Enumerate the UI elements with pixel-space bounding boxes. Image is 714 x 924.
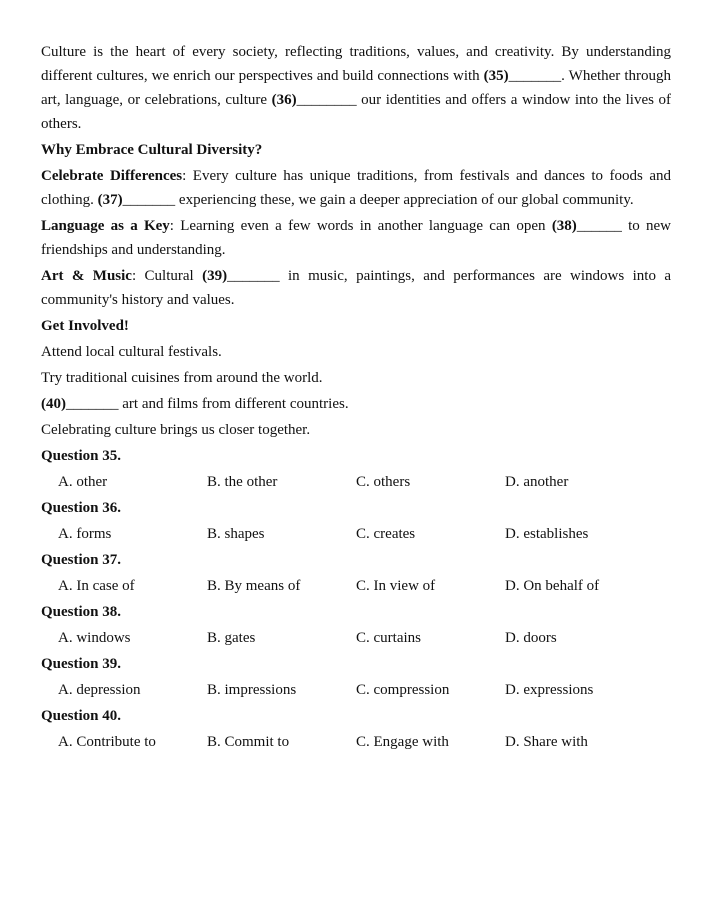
option-d[interactable]: D. expressions	[505, 682, 594, 698]
question-38	[41, 600, 671, 650]
option-a[interactable]: A. depression	[58, 682, 141, 698]
question-title: Question 37.	[41, 552, 122, 568]
intro-paragraph	[41, 40, 671, 136]
question-36	[41, 496, 671, 546]
language-text-2: ______ to new friendships and understanding.	[41, 218, 671, 258]
option-row	[41, 470, 671, 494]
question-35	[41, 444, 671, 494]
option-a[interactable]: A. Contribute to	[58, 734, 156, 750]
involved-line-closing: Celebrating culture brings us closer together.	[41, 422, 311, 438]
blank-35-number: (35)	[483, 68, 509, 84]
blank-36-number: (36)	[271, 92, 297, 108]
involved-line-art-text: _______ art and films from different countries.	[66, 396, 349, 412]
option-row	[41, 574, 671, 598]
option-b[interactable]: B. Commit to	[207, 734, 290, 750]
option-b[interactable]: B. By means of	[207, 578, 301, 594]
option-d[interactable]: D. establishes	[505, 526, 589, 542]
option-d[interactable]: D. On behalf of	[505, 578, 600, 594]
question-title: Question 36.	[41, 500, 122, 516]
option-a[interactable]: A. other	[58, 474, 108, 490]
option-b[interactable]: B. gates	[207, 630, 256, 646]
celebrate-text-2: _______ experiencing these, we gain a deeper appreciation of our global community.	[122, 192, 634, 208]
question-title: Question 39.	[41, 656, 122, 672]
option-d[interactable]: D. doors	[505, 630, 557, 646]
option-a[interactable]: A. windows	[58, 630, 131, 646]
option-c[interactable]: C. creates	[356, 526, 416, 542]
question-37	[41, 548, 671, 598]
option-a[interactable]: A. forms	[58, 526, 112, 542]
involved-line-festivals: Attend local cultural festivals.	[41, 344, 222, 360]
option-row	[41, 678, 671, 702]
option-c[interactable]: C. compression	[356, 682, 450, 698]
option-c[interactable]: C. Engage with	[356, 734, 449, 750]
blank-40-number: (40)	[41, 396, 66, 412]
intro-text: Culture is the heart of every society, reflecting traditions, values, and creativity. By understanding different cultures, we enrich our perspectives and build connections with	[41, 44, 671, 84]
option-row	[41, 522, 671, 546]
language-text: : Learning even a few words in another language can open	[169, 218, 552, 234]
option-c[interactable]: C. others	[356, 474, 411, 490]
art-text: : Cultural	[131, 268, 203, 284]
blank-39-number: (39)	[202, 268, 228, 284]
section-heading-diversity: Why Embrace Cultural Diversity?	[41, 142, 263, 158]
involved-line-art	[41, 392, 671, 416]
intro-text-2: _______. Whether through art, language, or celebrations, culture	[41, 68, 671, 108]
involved-line-cuisines: Try traditional cuisines from around the world.	[41, 370, 323, 386]
option-d[interactable]: D. Share with	[505, 734, 588, 750]
option-a[interactable]: A. In case of	[58, 578, 135, 594]
art-text-2: _______ in music, paintings, and performances are windows into a community's history and values.	[41, 268, 672, 308]
question-40	[41, 704, 671, 754]
art-label: Art & Music	[41, 268, 132, 284]
option-b[interactable]: B. impressions	[207, 682, 297, 698]
option-b[interactable]: B. shapes	[207, 526, 265, 542]
question-title: Question 35.	[41, 448, 122, 464]
blank-38-number: (38)	[551, 218, 577, 234]
language-label: Language as a Key	[41, 218, 170, 234]
question-title: Question 38.	[41, 604, 122, 620]
celebrate-label: Celebrate Differences	[41, 168, 183, 184]
question-39	[41, 652, 671, 702]
option-c[interactable]: C. curtains	[356, 630, 421, 646]
worksheet-page	[41, 40, 671, 756]
language-paragraph	[41, 214, 671, 262]
option-c[interactable]: C. In view of	[356, 578, 436, 594]
question-list	[41, 444, 671, 754]
art-paragraph	[41, 264, 671, 312]
option-d[interactable]: D. another	[505, 474, 569, 490]
celebrate-paragraph	[41, 164, 671, 212]
option-row	[41, 626, 671, 650]
question-title: Question 40.	[41, 708, 122, 724]
option-row	[41, 730, 671, 754]
section-heading-involved: Get Involved!	[41, 318, 129, 334]
intro-text-3: ________ our identities and offers a window into the lives of others.	[41, 92, 672, 132]
option-b[interactable]: B. the other	[207, 474, 278, 490]
celebrate-text: : Every culture has unique traditions, from festivals and dances to foods and clothing.	[41, 168, 671, 208]
blank-37-number: (37)	[97, 192, 123, 208]
